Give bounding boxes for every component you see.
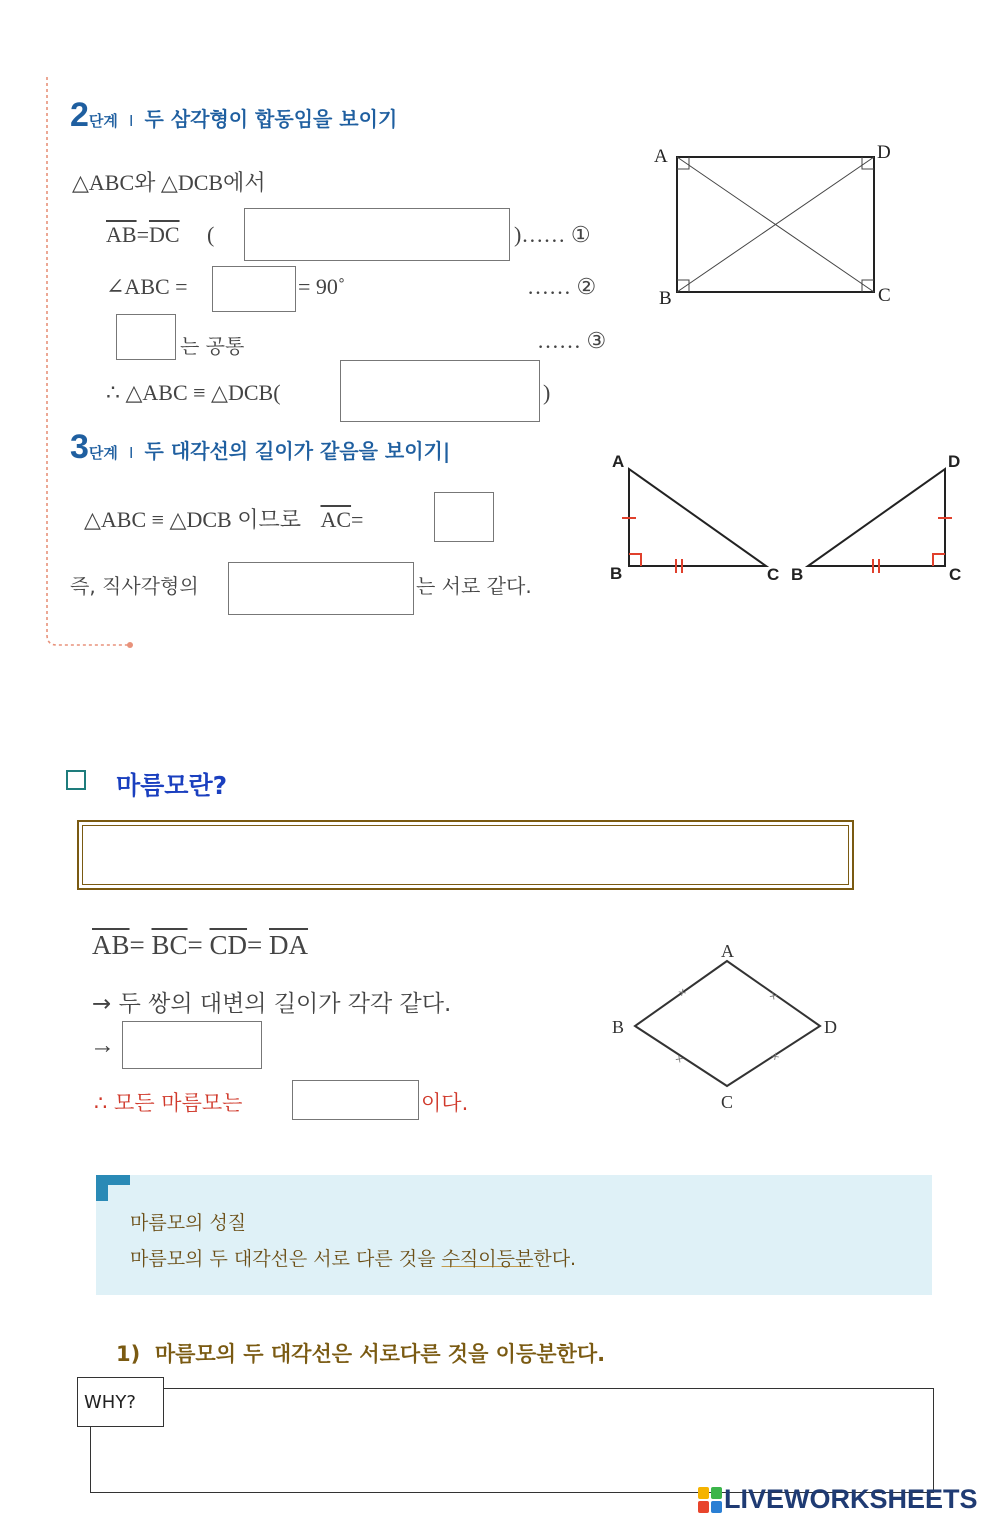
stage3-line1-lead: △ABC ≡ △DCB 이므로 xyxy=(84,507,301,532)
stage2-line2-mark: …… ② xyxy=(527,274,597,299)
checkbox-icon xyxy=(66,770,86,790)
rect-label-d: D xyxy=(877,142,891,163)
stage2-line4-tail: ) xyxy=(543,380,551,405)
property-box xyxy=(96,1175,932,1295)
answer-box-side-reason[interactable] xyxy=(244,208,510,261)
rhombus-label-a: A xyxy=(721,941,734,961)
rect-label-b: B xyxy=(659,288,672,309)
stage3-unit: 단계 xyxy=(88,444,118,462)
svg-text:×: × xyxy=(676,986,690,1000)
equals-sign: = xyxy=(129,930,145,960)
segment-cd: $\overline{CD}$ xyxy=(209,930,248,960)
property-text-lead: 마름모의 두 대각선은 서로 다른 것을 xyxy=(130,1248,436,1270)
rhombus-label-d: D xyxy=(824,1017,837,1037)
answer-box-common-side[interactable] xyxy=(116,314,176,360)
segment-ab: $\overline{AB}$ xyxy=(106,222,137,247)
rhombus-diagram xyxy=(600,935,860,1115)
segment-ab: $\overline{AB}$ xyxy=(92,930,130,960)
tri-label-a: A xyxy=(612,452,625,471)
svg-text:×: × xyxy=(766,989,780,1004)
stage2-line4-lead: ∴ △ABC ≡ △DCB( xyxy=(106,380,281,405)
corner-flag-icon xyxy=(96,1175,132,1203)
stage3-line2-lead: 즉, 직사각형의 xyxy=(70,574,199,598)
stage2-title: 두 삼각형이 합동임을 보이기 xyxy=(144,107,398,131)
segment-bc: $\overline{BC}$ xyxy=(151,930,188,960)
definition-box-frame xyxy=(77,820,854,890)
stage3-number: 3 xyxy=(70,428,89,466)
stage3-line1 xyxy=(84,503,363,534)
rect-label-c: C xyxy=(878,285,891,306)
stage2-separator: I xyxy=(129,112,134,130)
rhombus-line4-lead: ∴ 모든 마름모는 xyxy=(94,1091,243,1115)
property-text xyxy=(130,1244,576,1271)
tri-label-d: D xyxy=(948,452,961,471)
stage2-line2-tail: = 90˚ xyxy=(298,274,346,299)
rhombus-line4-tail: 이다. xyxy=(421,1091,469,1115)
stage3-separator: I xyxy=(129,444,134,462)
equals-sign: = xyxy=(247,930,263,960)
property-text-highlight: 수직이등분 xyxy=(441,1248,534,1270)
stage2-line3-mark: …… ③ xyxy=(537,328,607,353)
tri-label-b2: B xyxy=(791,565,804,584)
open-paren: ( xyxy=(207,222,215,247)
answer-box-congruence-condition[interactable] xyxy=(340,360,540,422)
segment-dc: $\overline{DC}$ xyxy=(148,222,180,247)
property-title: 마름모의 성질 xyxy=(130,1212,247,1234)
stage2-line3-tail: 는 공통 xyxy=(180,334,245,358)
answer-box-why[interactable] xyxy=(90,1388,934,1493)
equals-sign: = xyxy=(351,507,364,532)
answer-box-conclusion[interactable] xyxy=(228,562,414,615)
stage2-header xyxy=(70,96,397,135)
answer-box-rhombus-is[interactable] xyxy=(122,1021,262,1069)
stage2-line2-lead: ∠ABC = xyxy=(106,274,188,299)
section-frame-decoration xyxy=(38,75,148,655)
rectangle-diagram xyxy=(640,138,910,313)
equals-sign: = xyxy=(187,930,203,960)
rhombus-line3-arrow: → xyxy=(90,1032,115,1059)
question-text: 1) 마름모의 두 대각선은 서로다른 것을 이등분한다. xyxy=(116,1342,606,1366)
rhombus-heading: 마름모란? xyxy=(116,771,228,800)
answer-box-all-rhombus[interactable] xyxy=(292,1080,419,1120)
rhombus-label-b: B xyxy=(612,1017,625,1037)
stage3-line2-tail: 는 서로 같다. xyxy=(416,574,532,598)
equals-sign: = xyxy=(136,222,149,247)
answer-box-angle[interactable] xyxy=(212,266,296,312)
answer-box-diagonal[interactable] xyxy=(434,492,494,542)
rhombus-label-c: C xyxy=(721,1092,734,1112)
stage2-intro: △ABC와 △DCB에서 xyxy=(72,170,266,195)
liveworksheets-brand: LIVEWORKSHEETS xyxy=(724,1484,978,1514)
answer-box-rhombus-definition[interactable] xyxy=(82,825,849,885)
rect-label-a: A xyxy=(654,146,668,167)
why-label: WHY? xyxy=(77,1377,164,1427)
tri-label-b1: B xyxy=(610,564,623,583)
stage3-title: 두 대각선의 길이가 같음을 보이기| xyxy=(144,439,451,463)
segment-ac: $\overline{AC}$ xyxy=(320,507,352,532)
svg-text:×: × xyxy=(769,1050,783,1064)
segment-da: $\overline{DA}$ xyxy=(269,930,309,960)
rhombus-line2: → 두 쌍의 대변의 길이가 각각 같다. xyxy=(92,991,452,1017)
stage2-unit: 단계 xyxy=(88,112,118,130)
tri-label-c1: C xyxy=(767,565,780,584)
liveworksheets-logo-icon xyxy=(698,1487,722,1513)
triangles-diagram xyxy=(600,445,980,595)
stage2-number: 2 xyxy=(70,96,89,134)
property-text-tail: 한다. xyxy=(533,1248,577,1270)
stage3-header xyxy=(70,428,450,467)
stage2-line1 xyxy=(106,222,214,248)
stage2-line1-mark: )…… ① xyxy=(514,222,591,247)
rhombus-sides-equation xyxy=(92,930,308,961)
tri-label-c2: C xyxy=(949,565,962,584)
svg-text:×: × xyxy=(672,1052,686,1067)
